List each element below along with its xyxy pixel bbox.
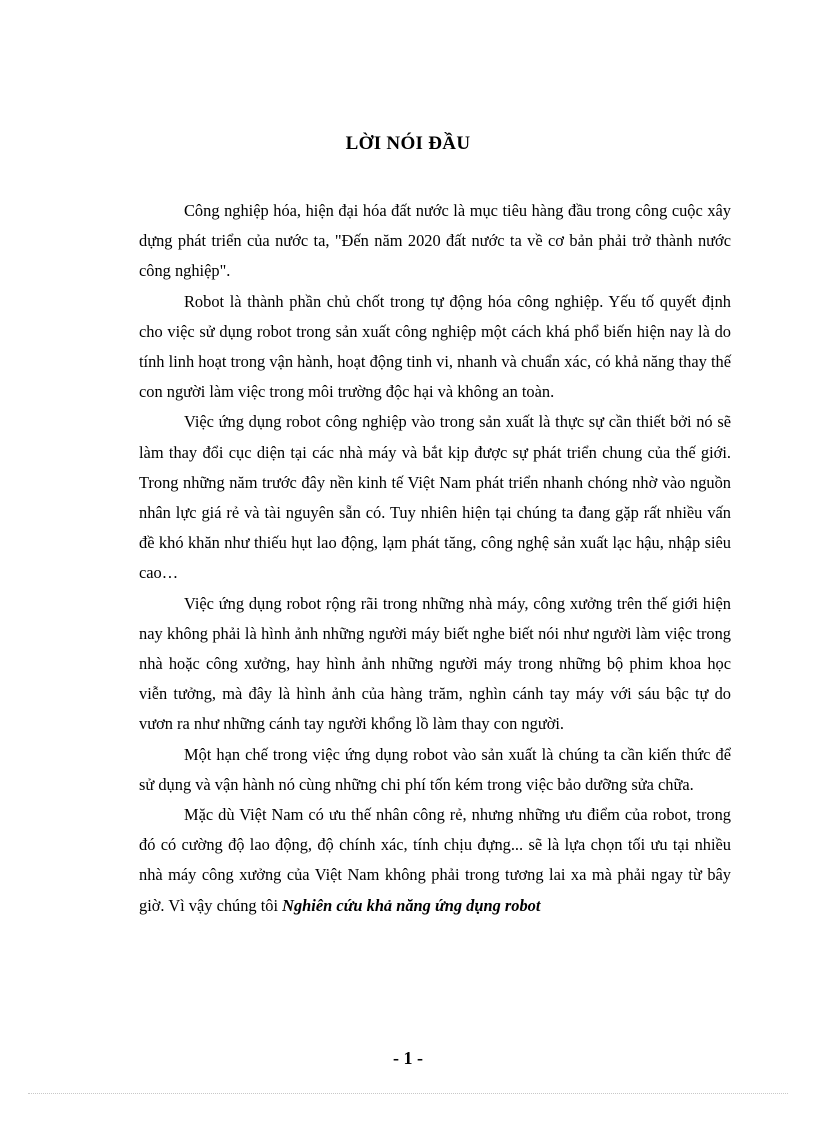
paragraph-2: Robot là thành phần chủ chốt trong tự động hóa công nghiệp. Yếu tố quyết định cho việc sử dụng robot trong sản xuất công nghiệp một cách khá phổ biến hiện nay là do tính linh hoạt trong vận hành, hoạt động tinh vi, nhanh và chuẩn xác, có khả năng thay thế con người làm việc trong môi trường độc hại và không an toàn. [139,291,731,402]
paragraph-6 [139,800,731,921]
paragraph-4: Việc ứng dụng robot rộng rãi trong những nhà máy, công xưởng trên thế giới hiện nay không phải là hình ảnh những người máy biết nghe biết nói như người làm việc trong nhà hoặc công xưởng, hay hình ảnh những người máy trong những bộ phim khoa học viễn tưởng, mà đây là hình ảnh của hàng trăm, nghìn cánh tay máy với sáu bậc tự do vươn ra như những cánh tay người khổng lồ làm thay con người. [139,593,731,734]
paragraph-6-emphasis: Nghiên cứu khả năng ứng dụng robot [282,895,541,915]
footer-divider [28,1093,788,1094]
paragraph-1: Công nghiệp hóa, hiện đại hóa đất nước là mục tiêu hàng đầu trong công cuộc xây dựng phát triển của nước ta, "Đến năm 2020 đất nước ta về cơ bản phải trở thành nước công nghiệp". [139,201,731,281]
page-title: LỜI NÓI ĐẦU [345,133,471,154]
paragraph-3: Việc ứng dụng robot công nghiệp vào trong sản xuất là thực sự cần thiết bởi nó sẽ làm thay đổi cục diện tại các nhà máy và bắt kịp được sự phát triển chung của thế giới. Trong những năm trước đây nền kinh tế Việt Nam phát triển nhanh chóng nhờ vào nguồn nhân lực giá rẻ và tài nguyên sẵn có. Tuy nhiên hiện tại chúng ta đang gặp rất nhiều vấn đề khó khăn như thiếu hụt lao động, lạm phát tăng, công nghệ sản xuất lạc hậu, nhập siêu cao… [139,412,731,583]
page-number: - 1 - [393,1048,423,1068]
paragraph-6-text: Mặc dù Việt Nam có ưu thế nhân công rẻ, nhưng những ưu điểm của robot, trong đó có cường độ lao động, độ chính xác, tính chịu đựng... sẽ là lựa chọn tối ưu tại nhiều nhà máy công xưởng của Việt Nam không phải trong tương lai xa mà phải ngay từ bây giờ. Vì vậy chúng tôi [139,805,731,915]
paragraph-5: Một hạn chế trong việc ứng dụng robot vào sản xuất là chúng ta cần kiến thức để sử dụng và vận hành nó cùng những chi phí tốn kém trong việc bảo dưỡng sửa chữa. [139,744,731,794]
document-body [139,196,731,921]
